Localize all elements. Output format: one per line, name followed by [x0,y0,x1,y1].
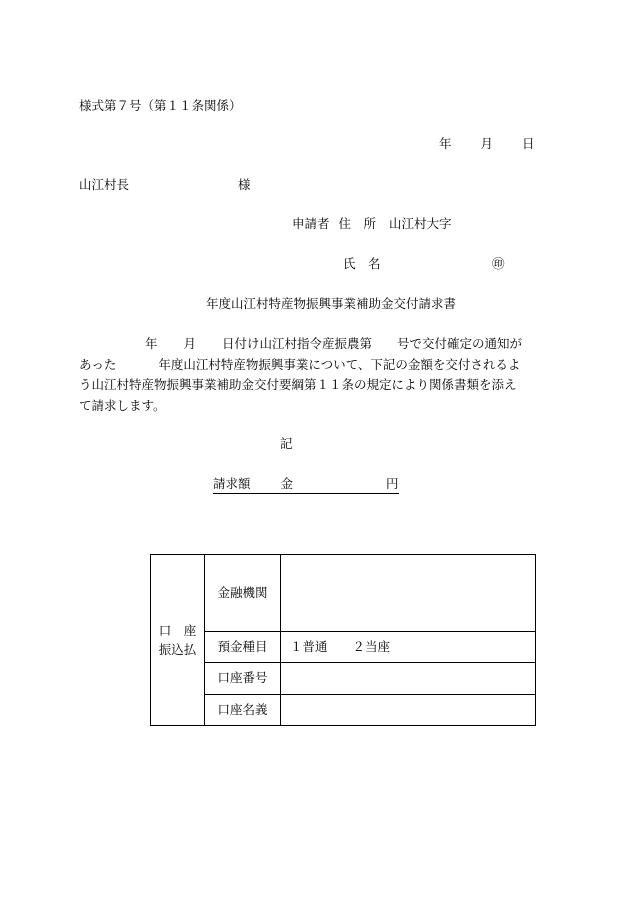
request-body [79,334,555,416]
financial-institution-label: 金融機関 [205,555,281,632]
applicant-name-label: 氏 名 [343,256,381,271]
date-month-label: 月 [480,136,494,151]
financial-institution-field[interactable] [281,555,536,632]
claim-kin: 金 [280,476,294,491]
deposit-type-label: 預金種目 [205,632,281,663]
table-row [151,663,536,695]
bank-account-table [150,554,536,726]
deposit-type-field[interactable]: １普通 ２当座 [281,632,536,663]
applicant-address-line [292,218,452,231]
account-holder-field[interactable] [281,695,536,726]
claim-yen: 円 [386,476,399,491]
account-holder-label: 口座名義 [205,695,281,726]
account-number-field[interactable] [281,663,536,695]
account-number-label: 口座番号 [205,663,281,695]
bank-group-label [151,555,205,726]
table-row [151,555,536,632]
seal-mark: ㊞ [492,256,505,271]
addressee-honorific: 様 [238,177,251,192]
body-line-4: て請求します。 [79,397,166,413]
form-number: 様式第７号（第１１条関係） [79,98,242,113]
date-day-label: 日 [522,136,535,151]
addressee-name: 山江村長 [79,177,130,192]
address-value: 山江村大字 [389,216,452,231]
table-row [151,695,536,726]
body-line-3: う山江村特産物振興事業補助金交付要綱第１１条の規定により関係書類を添え [79,377,517,392]
bank-group-label-line1: 口 座 [158,623,197,638]
address-label: 住 所 [338,216,377,231]
bank-group-label-line2: 振込払 [158,642,197,657]
claim-label: 請求額 [213,476,251,491]
ki-heading: 記 [280,436,293,451]
body-line-2: あった 年度山江村特産物振興事業について、下記の金額を交付されるよ [79,356,521,372]
document-title: 年度山江村特産物振興事業補助金交付請求書 [206,296,457,311]
date-line [439,138,535,151]
claim-amount-line [213,478,399,494]
body-line-1: 年 月 日付け山江村指令産振農第 号で交付確定の通知が [145,336,523,351]
date-year-label: 年 [439,136,452,151]
applicant-label: 申請者 [292,216,330,231]
table-row [151,632,536,663]
